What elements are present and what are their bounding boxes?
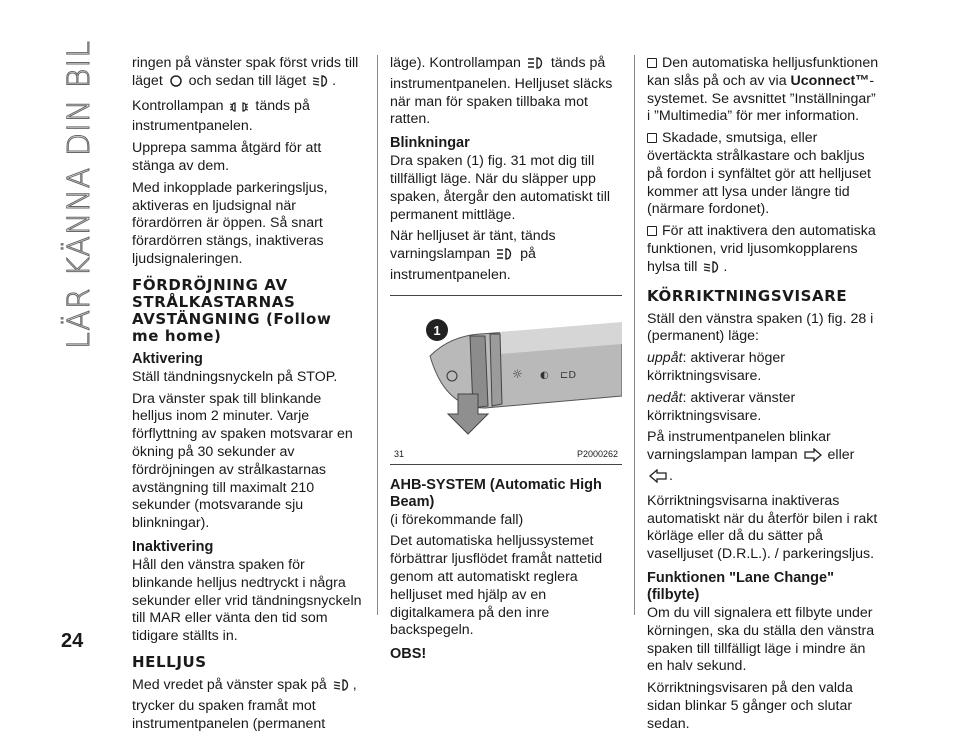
- low-beam-icon: [312, 74, 330, 94]
- note-bullet-icon: [647, 58, 657, 68]
- high-beam-icon: [527, 56, 545, 76]
- paragraph: Med vredet på vänster spak på , trycker du spaken framåt mot instrumentpanelen (permanent: [132, 676, 357, 732]
- figure-code: P2000262: [576, 448, 618, 459]
- column-divider-2: [634, 55, 635, 615]
- paragraph: (i förekommande fall): [390, 511, 524, 528]
- paragraph: läge). Kontrollampan tänds på instrumentpanelen. Helljuset släcks när man för spaken tillbaka mot ratten.: [390, 55, 613, 128]
- side-lights-icon: [229, 101, 249, 119]
- paragraph: Dra spaken (1) fig. 31 mot dig till tillfälligt läge. När du släpper upp spaken, återgår den automatiskt till permanent mittläge.: [390, 153, 611, 223]
- paragraph: Med inkopplade parkeringsljus, aktiveras en ljudsignal när förardörren är öppen. Så snart förardörren stängs, inaktiveras ljudsignaleringen.: [132, 179, 328, 267]
- subheading-deactivation: Inaktivering: [132, 538, 214, 555]
- column-2: [390, 55, 622, 664]
- paragraph: Kontrollampan tänds på instrumentpanelen.: [132, 97, 310, 135]
- low-beam-icon: [703, 260, 721, 280]
- figure-stalk-illustration: [390, 295, 622, 446]
- paragraph: Ställ tändningsnyckeln på STOP.: [132, 368, 338, 385]
- svg-text:☼: ☼: [512, 366, 523, 381]
- figure-callout-number: 1: [433, 322, 441, 338]
- subheading-ahb-system: AHB-SYSTEM (Automatic High Beam): [390, 476, 602, 510]
- side-chapter-title: [62, 40, 102, 350]
- paragraph: Det automatiska helljussystemet förbättrar ljusflödet framåt nattetid genom att automatiskt reglera helljuset med hjälp av en digitalkamera på den inre backspegeln.: [390, 533, 603, 639]
- left-arrow-icon: [649, 469, 667, 489]
- column-3: [647, 55, 879, 738]
- subheading-lane-change: Funktionen "Lane Change" (filbyte): [647, 569, 834, 603]
- column-1: [132, 55, 364, 737]
- page-number: 24: [61, 630, 84, 652]
- side-chapter-title-text: LÄR KÄNNA DIN BIL: [62, 40, 97, 350]
- paragraph: Körriktningsvisarna inaktiveras automatiskt när du återför bilen i rakt körläge eller då du sätter på vaselljuset (D.R.L.). / parkeringsljus.: [647, 492, 878, 563]
- note-bullet-icon: [647, 133, 657, 143]
- figure-number: 31: [394, 448, 405, 459]
- paragraph: Om du vill signalera ett filbyte under körningen, ska du ställa den vänstra spaken till tillfälligt läge i mindre än en halv sekund.: [647, 604, 875, 675]
- note-bullet-icon: [647, 226, 657, 236]
- bullet-item: Skadade, smutsiga, eller övertäckta strålkastare och bakljus på fordon i synfältet gör att helljuset kommer att lysa under längre tid (närmare fordonet).: [647, 130, 871, 218]
- paragraph: nedåt: aktiverar vänster körriktningsvisare.: [647, 389, 796, 424]
- paragraph: På instrumentpanelen blinkar varningslampan lampan eller .: [647, 429, 879, 488]
- subheading-activation: Aktivering: [132, 350, 203, 367]
- bullet-item: För att inaktivera den automatiska funktionen, vrid ljusomkopplarens hylsa till .: [647, 223, 879, 279]
- high-beam-icon: [496, 247, 514, 267]
- paragraph: Körriktningsvisaren på den valda sidan blinkar 5 gånger och slutar sedan.: [647, 680, 853, 732]
- svg-text:⊏D: ⊏D: [560, 369, 577, 381]
- paragraph: Ställ den vänstra spaken (1) fig. 28 i (permanent) läge:: [647, 310, 874, 345]
- section-heading-follow-me-home: FÖRDRÖJNING AV STRÅLKASTARNAS AVSTÄNGNING (Follow me home): [132, 275, 332, 345]
- paragraph: Dra vänster spak till blinkande helljus inom 2 minuter. Varje förflyttning av spaken motsvarar en ökning på 30 sekunder av fördröjningen av strålkastarnas avstängning till maximalt 210 sekunder (motsvarande sju blinkningar).: [132, 390, 353, 532]
- light-switch-off-icon: [169, 74, 183, 94]
- paragraph: Håll den vänstra spaken för blinkande helljus nedtryckt i några sekunder eller vrid tändningsnyckeln till MAR eller vänta den tid som tidigare ställts in.: [132, 556, 362, 645]
- right-arrow-icon: [804, 448, 822, 468]
- bullet-item: Den automatiska helljusfunktionen kan slås på och av via Uconnect™-systemet. Se avsnittet ”Inställningar” i ”Multimedia” för mer information.: [647, 55, 879, 125]
- section-heading-high-beam: HELLJUS: [132, 652, 207, 671]
- low-beam-icon: [333, 678, 351, 698]
- uconnect-brand: Uconnect™: [790, 72, 870, 89]
- stalk-illustration: [390, 296, 622, 436]
- svg-text:◐: ◐: [540, 369, 549, 381]
- section-heading-turn-signals: KÖRRIKTNINGSVISARE: [647, 286, 848, 305]
- subheading-note: OBS!: [390, 646, 427, 663]
- paragraph: När helljuset är tänt, tänds varningslampan på instrumentpanelen.: [390, 228, 556, 283]
- figure-caption: [390, 446, 622, 465]
- paragraph: Upprepa samma åtgärd för att stänga av dem.: [132, 140, 322, 174]
- paragraph: uppåt: aktiverar höger körriktningsvisare.: [647, 350, 786, 384]
- paragraph: ringen på vänster spak först vrids till läget och sedan till läget .: [132, 55, 364, 94]
- column-divider-1: [377, 55, 378, 615]
- subheading-flashing: Blinkningar: [390, 135, 470, 152]
